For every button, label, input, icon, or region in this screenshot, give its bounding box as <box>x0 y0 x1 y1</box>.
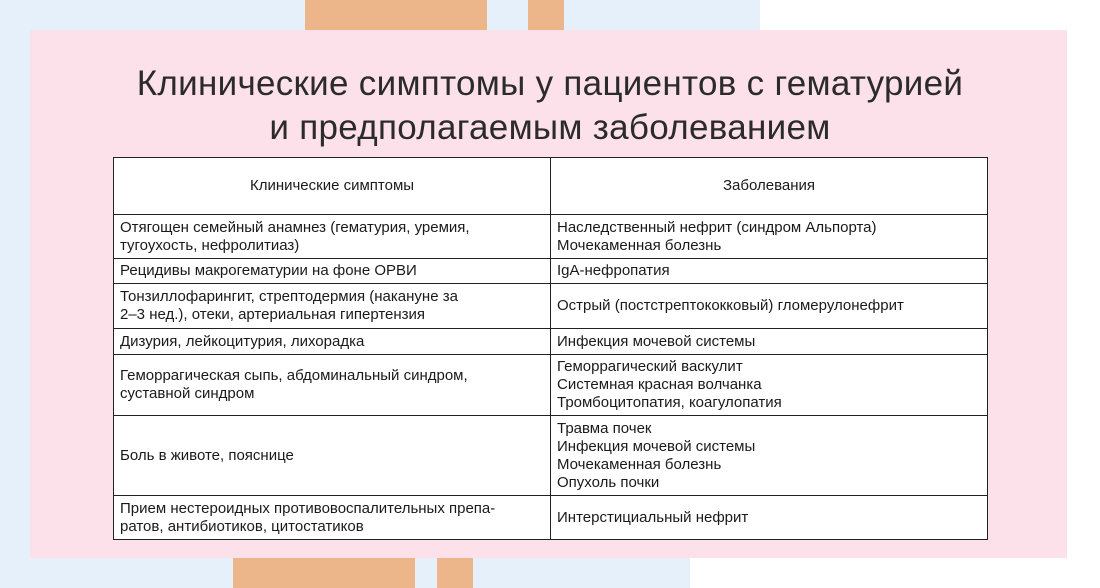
decorative-stripe <box>528 0 564 30</box>
symptoms-cell <box>114 496 551 540</box>
diseases-cell <box>551 284 988 329</box>
page-title <box>0 62 1100 150</box>
symptoms-cell <box>114 259 551 284</box>
diseases-cell <box>551 329 988 355</box>
cell-line: Системная красная волчанка <box>557 376 762 393</box>
cell-line: Тонзиллофарингит, стрептодермия (накануне за <box>120 288 458 305</box>
cell-line: Отягощен семейный анамнез (гематурия, уремия, <box>120 218 470 236</box>
header-diseases: Заболевания <box>551 158 988 215</box>
cell-line: IgA-нефропатия <box>557 262 670 279</box>
cell-line: Геморрагический васкулит <box>557 358 743 375</box>
cell-line: Рецидивы макрогематурии на фоне ОРВИ <box>120 262 417 279</box>
cell-line: Геморрагическая сыпь, абдоминальный синдром, <box>120 367 468 384</box>
table-row <box>114 329 988 355</box>
cell-line: Боль в животе, пояснице <box>120 446 294 464</box>
title-line-1: Клинические симптомы у пациентов с гематурией <box>136 64 964 103</box>
diseases-cell <box>551 259 988 284</box>
cell-line: Мочекаменная болезнь <box>557 236 722 254</box>
decorative-stripe <box>305 0 487 30</box>
symptoms-table <box>113 157 988 540</box>
decorative-stripe <box>233 558 415 588</box>
symptoms-cell <box>114 355 551 416</box>
symptoms-cell <box>114 284 551 329</box>
cell-line: Дизурия, лейкоцитурия, лихорадка <box>120 332 365 350</box>
cell-line: 2–3 нед.), отеки, артериальная гипертензия <box>120 306 426 323</box>
table-row <box>114 284 988 329</box>
cell-line: тугоухость, нефролитиаз) <box>120 236 300 254</box>
title-line-2: и предполагаемым заболеванием <box>269 108 831 147</box>
cell-line: Интерстициальный нефрит <box>557 508 749 526</box>
cell-line: Тромбоцитопатия, коагулопатия <box>557 394 782 411</box>
diseases-cell <box>551 355 988 416</box>
cell-line: суставной синдром <box>120 385 255 402</box>
cell-line: Прием нестероидных противовоспалительных препа- <box>120 499 496 517</box>
cell-line: Опухоль почки <box>557 473 660 491</box>
table-row <box>114 496 988 540</box>
cell-line: Острый (постстрептококковый) гломерулонефрит <box>557 297 904 314</box>
symptoms-cell <box>114 215 551 259</box>
cell-line: ратов, антибиотиков, цитостатиков <box>120 517 364 535</box>
table-row <box>114 215 988 259</box>
cell-line: Инфекция мочевой системы <box>557 332 756 350</box>
diseases-cell <box>551 416 988 496</box>
decorative-stripe <box>437 558 473 588</box>
diseases-cell <box>551 496 988 540</box>
table-header-row <box>114 158 988 215</box>
symptoms-cell <box>114 329 551 355</box>
header-symptoms: Клинические симптомы <box>114 158 551 215</box>
symptoms-cell <box>114 416 551 496</box>
table-row <box>114 259 988 284</box>
cell-line: Наследственный нефрит (синдром Альпорта) <box>557 218 877 236</box>
table-row <box>114 416 988 496</box>
cell-line: Травма почек <box>557 419 652 437</box>
diseases-cell <box>551 215 988 259</box>
cell-line: Мочекаменная болезнь <box>557 455 722 473</box>
table-row <box>114 355 988 416</box>
cell-line: Инфекция мочевой системы <box>557 437 756 455</box>
